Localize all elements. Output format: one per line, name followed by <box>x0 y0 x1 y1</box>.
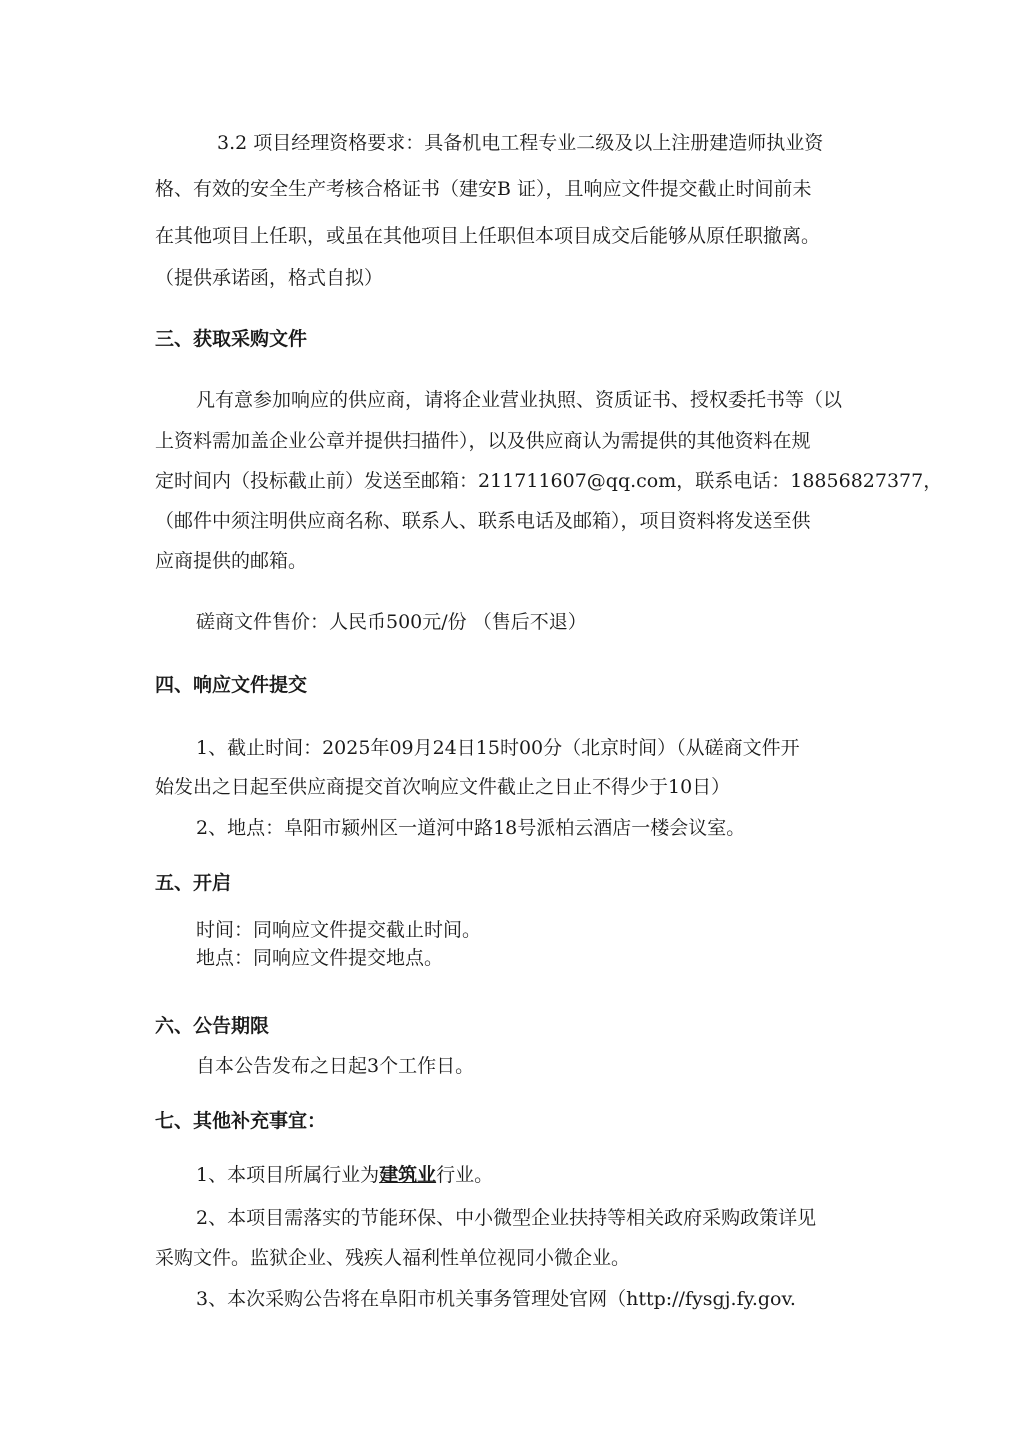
qualification-line-2: 格、有效的安全生产考核合格证书（建安B 证），且响应文件提交截止时间前未 <box>155 178 812 200</box>
submission-location: 2、地点：阜阳市颍州区一道河中路18号派柏云酒店一楼会议室。 <box>196 817 746 839</box>
heading-obtain-documents: 三、获取采购文件 <box>155 328 308 350</box>
policy-line-1: 2、本项目需落实的节能环保、中小微型企业扶持等相关政府采购政策详见 <box>196 1207 817 1229</box>
publication-line: 3、本次采购公告将在阜阳市机关事务管理处官网（http://fysgj.fy.gov. <box>196 1288 796 1310</box>
obtain-para-line-4: （邮件中须注明供应商名称、联系人、联系电话及邮箱），项目资料将发送至供 <box>155 510 811 532</box>
deadline-line-1: 1、截止时间：2025年09月24日15时00分（北京时间）（从磋商文件开 <box>196 737 800 759</box>
obtain-para-line-2: 上资料需加盖企业公章并提供扫描件），以及供应商认为需提供的其他资料在规 <box>155 430 811 452</box>
policy-line-2: 采购文件。监狱企业、残疾人福利性单位视同小微企业。 <box>155 1247 631 1269</box>
qualification-line-1: 3.2 项目经理资格要求：具备机电工程专业二级及以上注册建造师执业资 <box>217 132 824 154</box>
industry-prefix: 1、本项目所属行业为 <box>196 1164 380 1186</box>
document-price: 磋商文件售价：人民币500元/份 （售后不退） <box>196 611 587 633</box>
heading-other-matters: 七、其他补充事宜： <box>155 1110 327 1132</box>
opening-place: 地点：同响应文件提交地点。 <box>196 947 444 969</box>
deadline-line-2: 始发出之日起至供应商提交首次响应文件截止之日止不得少于10日） <box>155 776 731 798</box>
industry-name: 建筑业 <box>379 1164 437 1186</box>
heading-opening: 五、开启 <box>155 872 232 894</box>
obtain-para-line-3: 定时间内（投标截止前）发送至邮箱：211711607@qq.com，联系电话：18856827377， <box>155 470 943 492</box>
notice-period-text: 自本公告发布之日起3个工作日。 <box>196 1055 475 1077</box>
qualification-line-3: 在其他项目上任职，或虽在其他项目上任职但本项目成交后能够从原任职撤离。 <box>155 225 821 247</box>
heading-notice-period: 六、公告期限 <box>155 1015 270 1037</box>
industry-suffix: 行业。 <box>436 1164 494 1186</box>
obtain-para-line-1: 凡有意参加响应的供应商，请将企业营业执照、资质证书、授权委托书等（以 <box>196 389 843 411</box>
opening-time: 时间：同响应文件提交截止时间。 <box>196 919 482 941</box>
heading-submission: 四、响应文件提交 <box>155 674 308 696</box>
obtain-para-line-5: 应商提供的邮箱。 <box>155 550 308 572</box>
qualification-line-4: （提供承诺函，格式自拟） <box>155 267 384 289</box>
industry-line <box>196 1163 493 1187</box>
